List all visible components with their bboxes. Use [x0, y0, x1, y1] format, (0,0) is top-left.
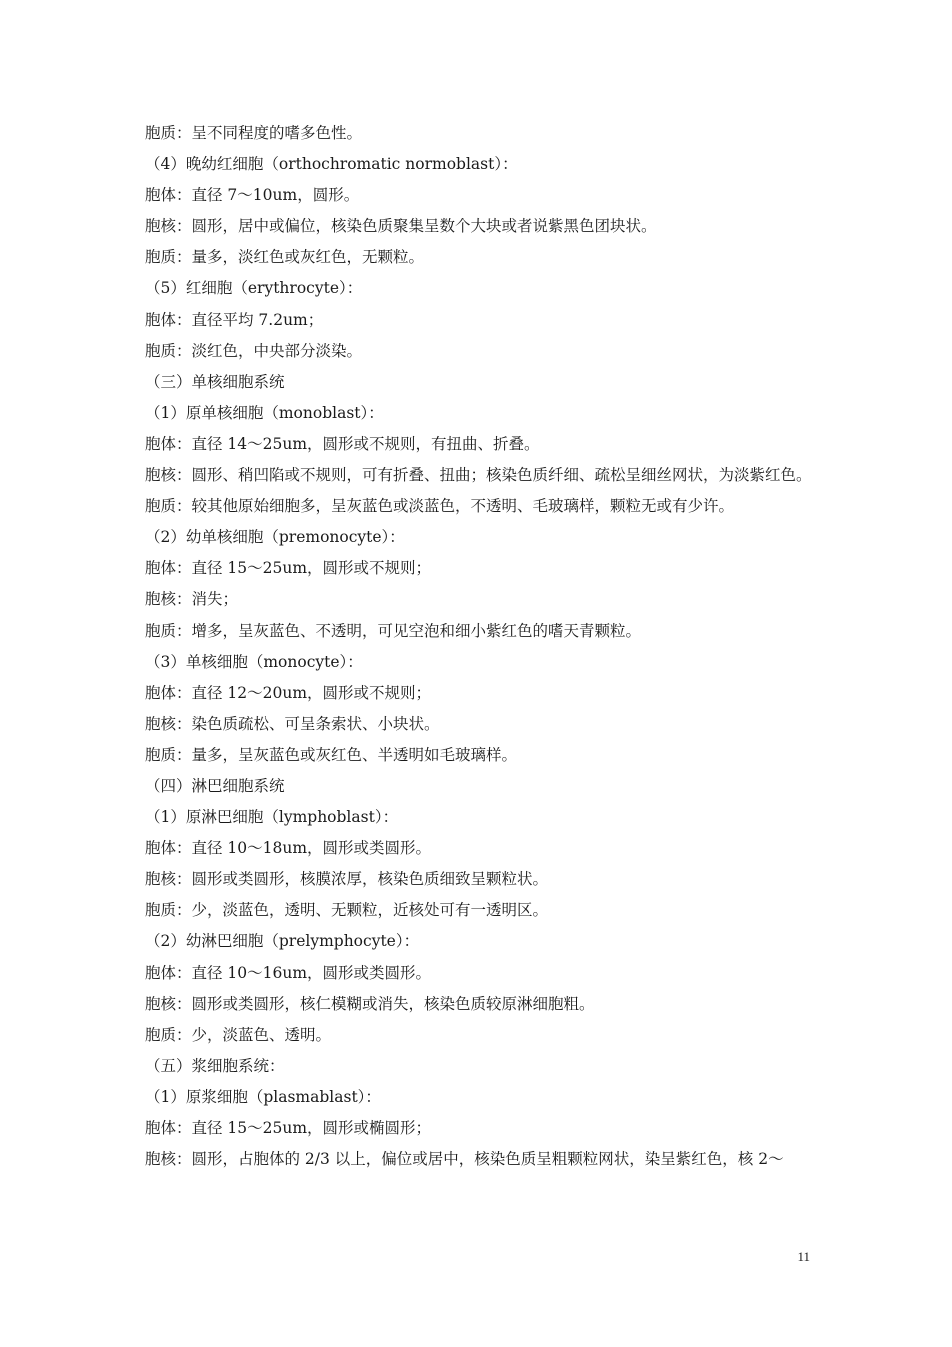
text-line: 胞体：直径平均 7.2um； — [145, 310, 324, 329]
text-line: 胞体：直径 10～18um，圆形或类圆形。 — [145, 839, 432, 858]
text-line: 胞核：染色质疏松、可呈条索状、小块状。 — [145, 714, 440, 733]
text-line: 胞质：量多，淡红色或灰红色，无颗粒。 — [145, 248, 425, 267]
section-heading: （1）原单核细胞（monoblast）： — [145, 403, 384, 422]
text-line: 胞质：较其他原始细胞多，呈灰蓝色或淡蓝色，不透明、毛玻璃样，颗粒无或有少许。 — [145, 497, 735, 516]
section-heading: （1）原浆细胞（plasmablast）： — [145, 1087, 381, 1106]
text-line: 胞核：圆形或类圆形，核仁模糊或消失，核染色质较原淋细胞粗。 — [145, 994, 595, 1013]
text-line: 胞核：消失； — [145, 590, 239, 609]
section-heading: （1）原淋巴细胞（lymphoblast）： — [145, 808, 399, 827]
text-line: 胞体：直径 10～16um，圆形或类圆形。 — [145, 963, 432, 982]
text-line: 胞质：增多，呈灰蓝色、不透明，可见空泡和细小紫红色的嗜天青颗粒。 — [145, 621, 642, 640]
text-line: 胞质：量多，呈灰蓝色或灰红色、半透明如毛玻璃样。 — [145, 745, 518, 764]
section-heading: （5）红细胞（erythrocyte）： — [145, 279, 363, 298]
text-line: 胞质：少，淡蓝色，透明、无颗粒，近核处可有一透明区。 — [145, 901, 549, 920]
page-number: 11 — [797, 1249, 810, 1264]
document-body — [145, 118, 813, 1175]
text-line: 胞核：圆形，占胞体的 2/3 以上，偏位或居中，核染色质呈粗颗粒网状，染呈紫红色，核 2～ — [145, 1150, 784, 1169]
text-line: 胞质：少，淡蓝色、透明。 — [145, 1025, 332, 1044]
chapter-heading: （五）浆细胞系统： — [145, 1056, 285, 1075]
text-line: 胞体：直径 7～10um，圆形。 — [145, 186, 360, 205]
text-line: 胞核：圆形，居中或偏位，核染色质聚集呈数个大块或者说紫黑色团块状。 — [145, 217, 657, 236]
text-line: 胞核：圆形或类圆形，核膜浓厚，核染色质细致呈颗粒状。 — [145, 870, 549, 889]
section-heading: （2）幼单核细胞（premonocyte）： — [145, 528, 405, 547]
text-line: 胞体：直径 15～25um，圆形或不规则； — [145, 559, 432, 578]
chapter-heading: （三）单核细胞系统 — [145, 372, 285, 391]
text-line: 胞体：直径 14～25um，圆形或不规则，有扭曲、折叠。 — [145, 434, 540, 453]
text-line: 胞质：呈不同程度的嗜多色性。 — [145, 124, 363, 142]
section-heading: （3）单核细胞（monocyte）： — [145, 652, 363, 671]
section-heading: （2）幼淋巴细胞（prelymphocyte）： — [145, 932, 420, 951]
chapter-heading: （四）淋巴细胞系统 — [145, 776, 285, 795]
text-line: 胞质：淡红色，中央部分淡染。 — [145, 341, 363, 360]
text-line: 胞体：直径 15～25um，圆形或椭圆形； — [145, 1119, 432, 1137]
text-paragraph: 胞核：圆形、稍凹陷或不规则，可有折叠、扭曲；核染色质纤细、疏松呈细丝网状，为淡紫红色。 — [145, 466, 812, 485]
text-line: 胞体：直径 12～20um，圆形或不规则； — [145, 683, 432, 702]
section-heading: （4）晚幼红细胞（orthochromatic normoblast）： — [145, 155, 518, 174]
